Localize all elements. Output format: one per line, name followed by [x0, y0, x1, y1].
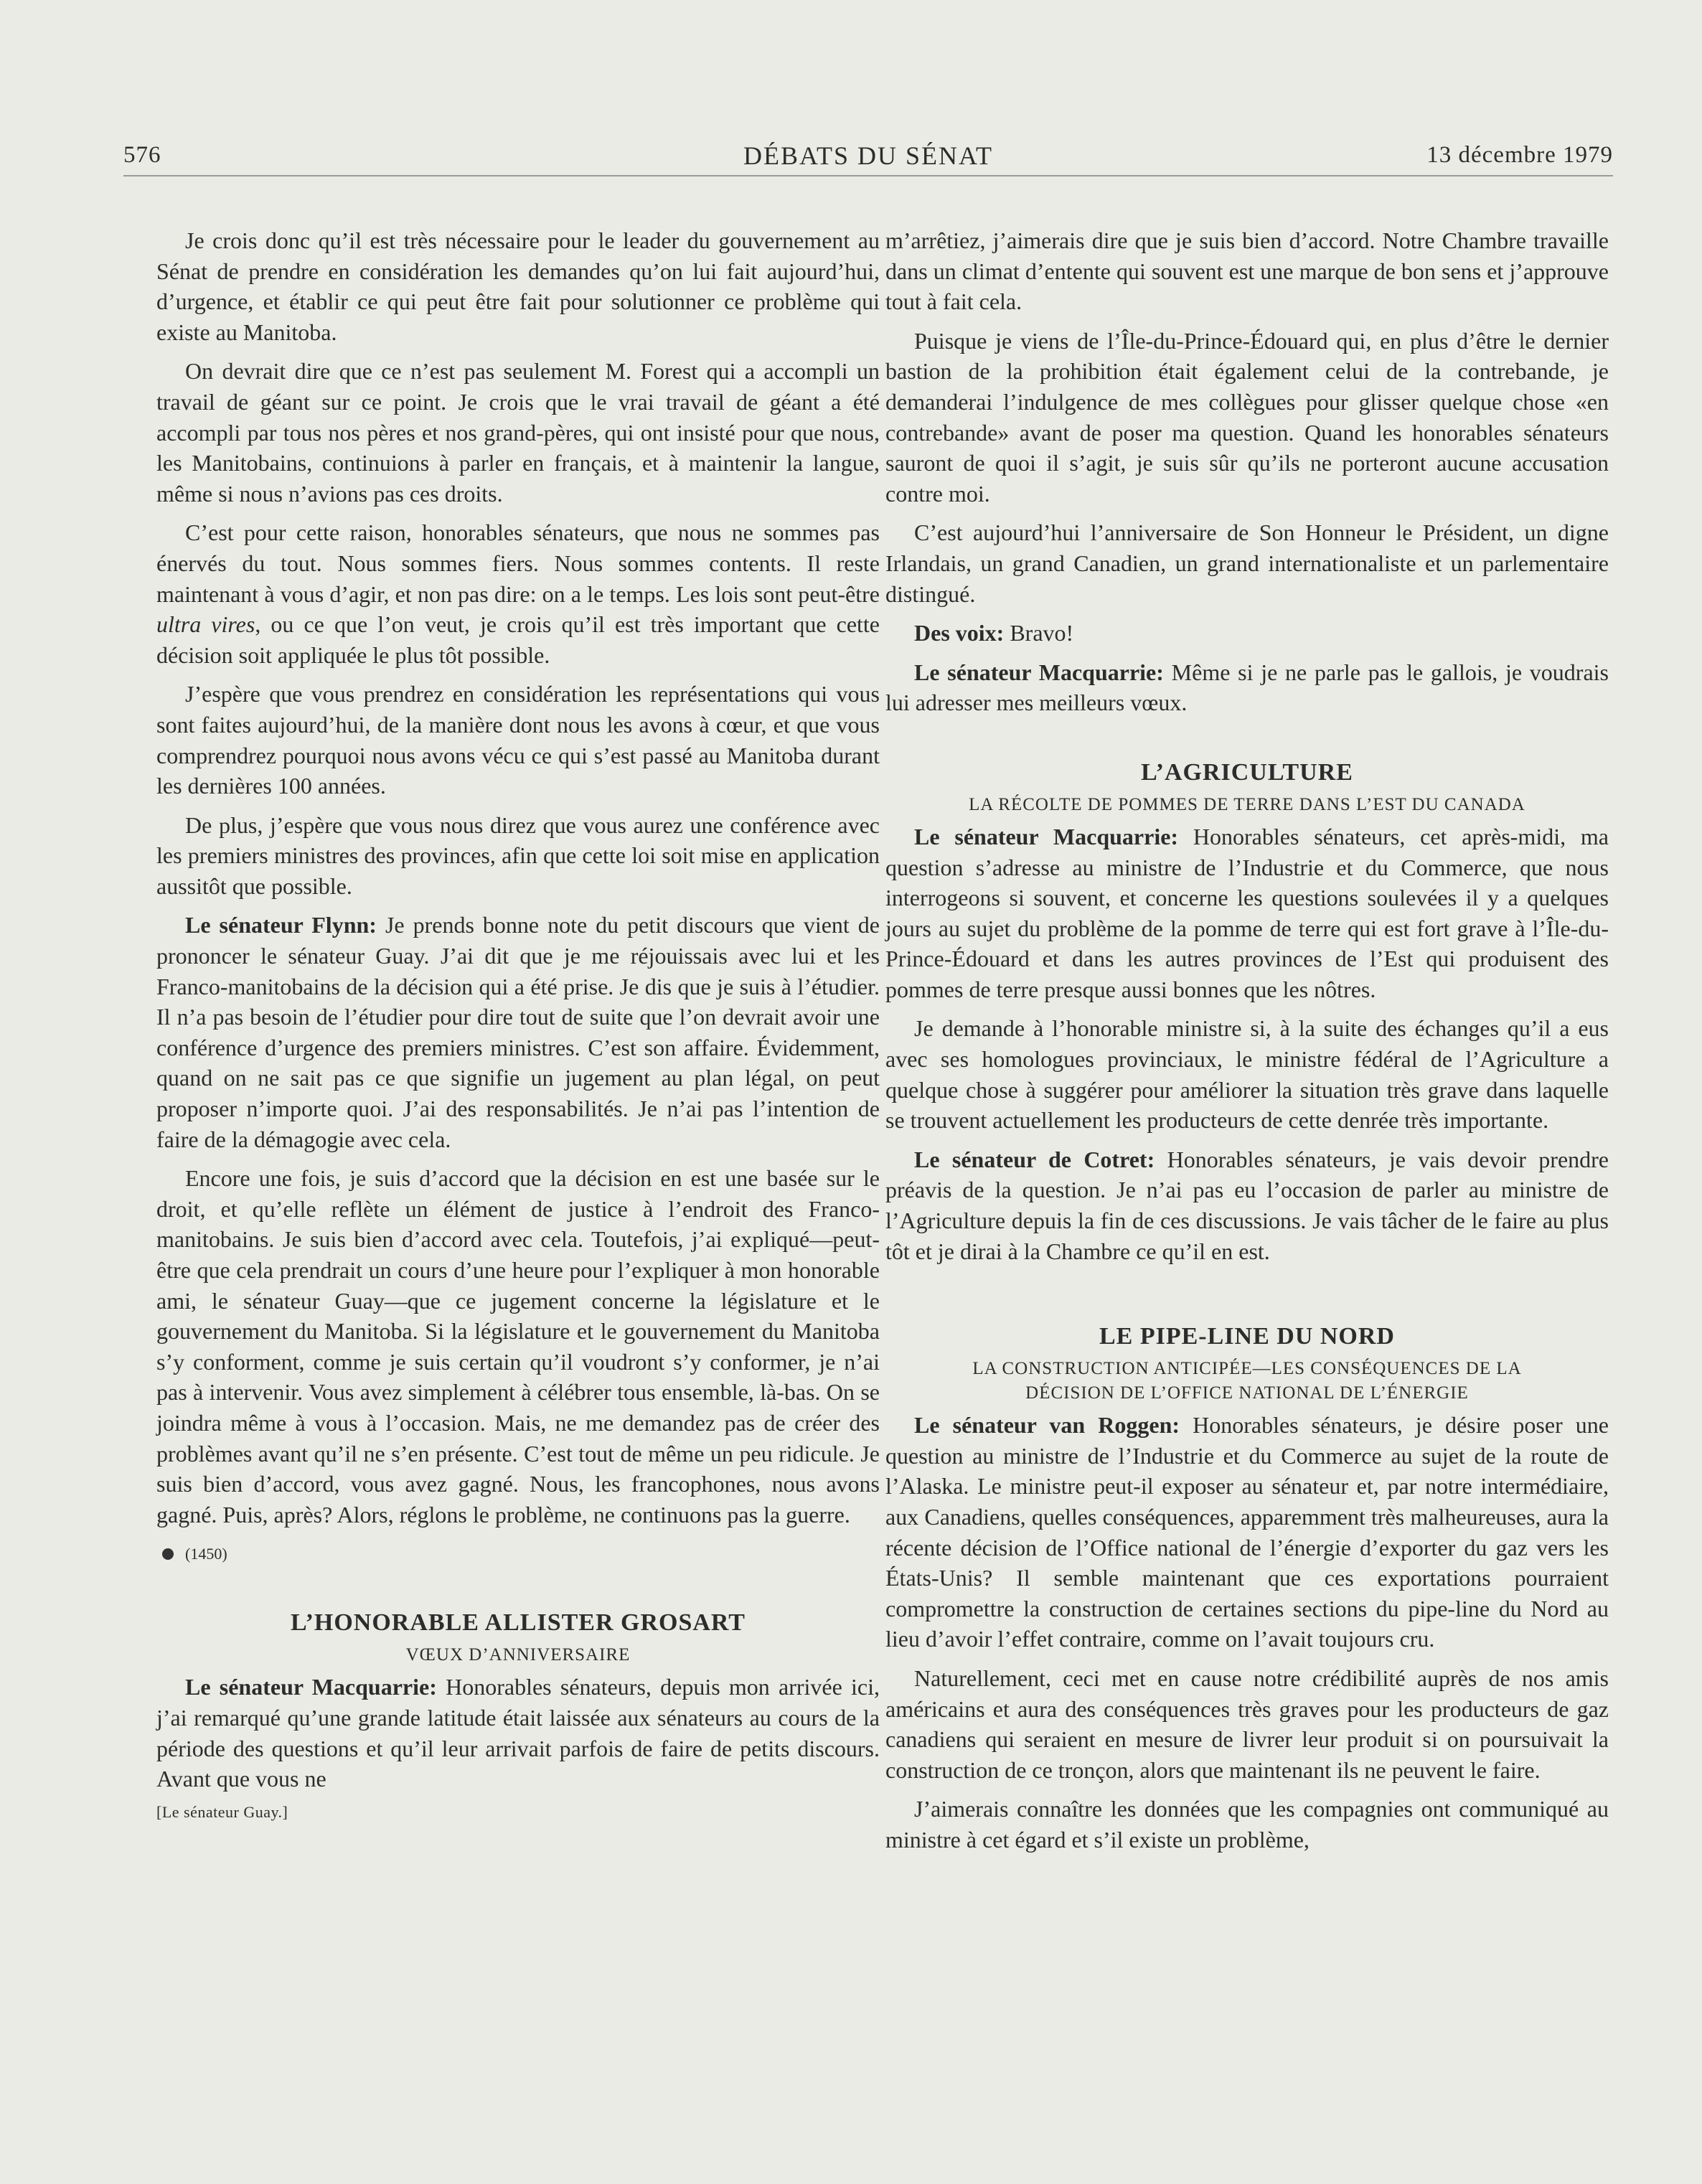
page-header — [123, 138, 1613, 176]
footer-note: [Le sénateur Guay.] — [156, 1802, 288, 1821]
section-subtitle: VŒUX D’ANNIVERSAIRE — [405, 1645, 631, 1665]
time-marker-text: (1450) — [185, 1545, 227, 1563]
paragraph: C’est aujourd’hui l’anniversaire de Son Honneur le Président, un digne Irlandais, un grand Canadien, un grand internationaliste et un parlementaire distingué. — [885, 519, 1609, 607]
paragraph: m’arrêtiez, j’aimerais dire que je suis bien d’accord. Notre Chambre travaille dans un climat d’entente qui souvent est une marque de bon sens et j’approuve tout à fait cela. — [885, 227, 1609, 315]
paragraph: Je crois donc qu’il est très nécessaire pour le leader du gouvernement au Sénat de prendre en considération les demandes qu’on lui fait aujourd’hui, d’urgence, et établir ce qui peut être fait pour solutionner ce problème qui existe au Manitoba. — [156, 227, 880, 345]
speaker-name: Le sénateur de Cotret: — [914, 1146, 1155, 1172]
paragraph: Encore une fois, je suis d’accord que la décision en est une basée sur le droit, et qu’elle reflète un élément de justice à l’endroit des Franco-manitobains. Je suis bien d’accord avec cela. Toutefois, j’ai expliqué—peut-être que cela prendrait un cours d’une heure pour l’expliquer à mon honorable ami, le sénateur Guay—que ce jugement concerne la législature et le gouvernement du Manitoba. Si la législature et le gouvernement du Manitoba s’y conforment, comme je suis certain qu’il voudront s’y conformer, je n’ai pas à intervenir. Vous avez simplement à célébrer tous ensemble, là-bas. On se joindra même à vous à l’occasion. Mais, ne me demandez pas de créer des problèmes avant qu’il ne s’en présente. C’est tout de même un peu ridicule. Je suis bien d’accord, vous avez gagné. Nous, les francophones, nous avons gagné. Puis, après? Alors, réglons le problème, ne continuons pas la guerre. — [156, 1165, 880, 1528]
bullet-icon — [162, 1548, 174, 1560]
section-title: L’HONORABLE ALLISTER GROSART — [291, 1609, 746, 1637]
speaker-name: Le sénateur Macquarrie: — [914, 823, 1179, 849]
section-subtitle: DÉCISION DE L’OFFICE NATIONAL DE L’ÉNERGIE — [1025, 1383, 1469, 1403]
paragraph: Le sénateur Macquarrie: Honorables sénateurs, cet après-midi, ma question s’adresse au ministre de l’Industrie et du Commerce, que nous interrogeons si souvent, et concerne les questions soulevées il y a quelques jours au sujet du problème de la pomme de terre qui est fort grave à l’Île-du-Prince-Édouard et dans les autres provinces de l’Est qui produisent des pommes de terre presque aussi bonnes que les nôtres. — [885, 823, 1609, 1002]
speaker-name: Le sénateur van Roggen: — [914, 1412, 1180, 1439]
paragraph: De plus, j’espère que vous nous direz que vous aurez une conférence avec les premiers ministres des provinces, afin que cette loi soit mise en application aussitôt que possible. — [156, 811, 880, 899]
paragraph: Le sénateur Macquarrie: Honorables sénateurs, depuis mon arrivée ici, j’ai remarqué qu’une grande latitude était laissée aux sénateurs au cours de la période des questions et qu’il leur arrivait parfois de faire de petits discours. Avant que vous ne — [156, 1674, 880, 1792]
speaker-name: Le sénateur Flynn: — [185, 912, 377, 938]
right-column — [885, 225, 1609, 1864]
paragraph: On devrait dire que ce n’est pas seulement M. Forest qui a accompli un travail de géant sur ce point. Je crois que le vrai travail de géant a été accompli par tous nos pères et nos grand-pères, qui ont insisté pour que nous, les Manitobains, continuions à parler en français, et à maintenir la langue, même si nous n’avions pas ces droits. — [156, 358, 880, 507]
publication-title: DÉBATS DU SÉNAT — [743, 141, 994, 170]
paragraph: Naturellement, ceci met en cause notre crédibilité auprès de nos amis américains et aura des conséquences très graves pour les producteurs de gaz canadiens qui seraient en mesure de livrer leur produit si on poursuivait la construction de ce tronçon, alors que maintenant ils ne peuvent le faire. — [885, 1665, 1609, 1783]
paragraph: Puisque je viens de l’Île-du-Prince-Édouard qui, en plus d’être le dernier bastion de la prohibition était également celui de la contrebande, je demanderai l’indulgence de mes collègues pour glisser quelque chose «en contrebande» avant de poser ma question. Quand les honorables sénateurs sauront de quoi il s’agit, je suis sûr qu’ils ne porteront aucune accusation contre moi. — [885, 327, 1609, 507]
paragraph: J’espère que vous prendrez en considération les représentations qui vous sont faites aujourd’hui, de la manière dont nous les avons à cœur, et que vous comprendrez pourquoi nous avons vécu ce qui s’est passé au Manitoba durant les dernières 100 années. — [156, 681, 880, 799]
speaker-name: Des voix: — [914, 620, 1005, 646]
time-marker — [156, 1540, 880, 1568]
paragraph: J’aimerais connaître les données que les compagnies ont communiqué au ministre à cet égard et s’il existe un problème, — [885, 1796, 1609, 1853]
paragraph: Je demande à l’honorable ministre si, à la suite des échanges qu’il a eus avec ses homologues provinciaux, le ministre fédéral de l’Agriculture a quelque chose à suggérer pour améliorer la situation très grave dans laquelle se trouvent actuellement les producteurs de cette denrée très importante. — [885, 1015, 1609, 1134]
speaker-name: Le sénateur Macquarrie: — [914, 659, 1164, 685]
section-title: LE PIPE-LINE DU NORD — [1099, 1323, 1395, 1350]
speaker-name: Le sénateur Macquarrie: — [185, 1674, 437, 1700]
paragraph: C’est pour cette raison, honorables sénateurs, que nous ne sommes pas énervés du tout. Nous sommes fiers. Nous sommes contents. Il reste maintenant à vous d’agir, et non pas dire: on a le temps. Les lois sont peut-être ultra vires, ou ce que l’on veut, je crois qu’il est très important que cette décision soit appliquée le plus tôt possible. — [156, 519, 880, 668]
section-subtitle: LA RÉCOLTE DE POMMES DE TERRE DANS L’EST DU CANADA — [969, 794, 1525, 814]
page-number: 576 — [123, 142, 161, 168]
paragraph: Le sénateur Flynn: Je prends bonne note du petit discours que vient de prononcer le sénateur Guay. J’ai dit que je me réjouissais avec lui et les Franco-manitobains de la décision qui a été prise. Je dis que je suis à l’étudier. Il n’a pas besoin de l’étudier pour dire tout de suite que l’on devrait avoir une conférence d’urgence des premiers ministres. C’est son affaire. Évidemment, quand on ne sait pas ce que signifie un jugement au plan légal, on peut proposer n’importe quoi. J’ai des responsabilités. Je n’ai pas l’intention de faire de la démagogie avec cela. — [156, 912, 880, 1152]
publication-date: 13 décembre 1979 — [1426, 142, 1613, 168]
left-column — [156, 225, 880, 1822]
latin-term: ultra vires — [156, 611, 255, 638]
paragraph: Le sénateur Macquarrie: Même si je ne parle pas le gallois, je voudrais lui adresser mes meilleurs vœux. — [885, 659, 1609, 716]
paragraph: Le sénateur de Cotret: Honorables sénateurs, je vais devoir prendre préavis de la question. Je n’ai pas eu l’occasion de parler au ministre de l’Agriculture depuis la fin de ces discussions. Je vais tâcher de le faire au plus tôt et je dirai à la Chambre ce qu’il en est. — [885, 1146, 1609, 1264]
section-subtitle: LA CONSTRUCTION ANTICIPÉE—LES CONSÉQUENCES DE LA — [972, 1359, 1522, 1379]
section-title: L’AGRICULTURE — [1141, 758, 1353, 786]
paragraph: Des voix: Bravo! — [914, 620, 1074, 646]
paragraph: Le sénateur van Roggen: Honorables sénateurs, je désire poser une question au ministre de l’Industrie et du Commerce au sujet de la route de l’Alaska. Le ministre peut-il exposer au sénateur et, par notre intermédiaire, aux Canadiens, quelles conséquences, apparemment très malheureuses, aura la récente décision de l’Office national de l’énergie d’exporter du gaz vers les États-Unis? Il semble maintenant que ces exportations pourraient compromettre la construction de certaines sections du pipe-line du Nord au lieu d’avoir l’effet contraire, comme on l’avait toujours cru. — [885, 1412, 1609, 1652]
